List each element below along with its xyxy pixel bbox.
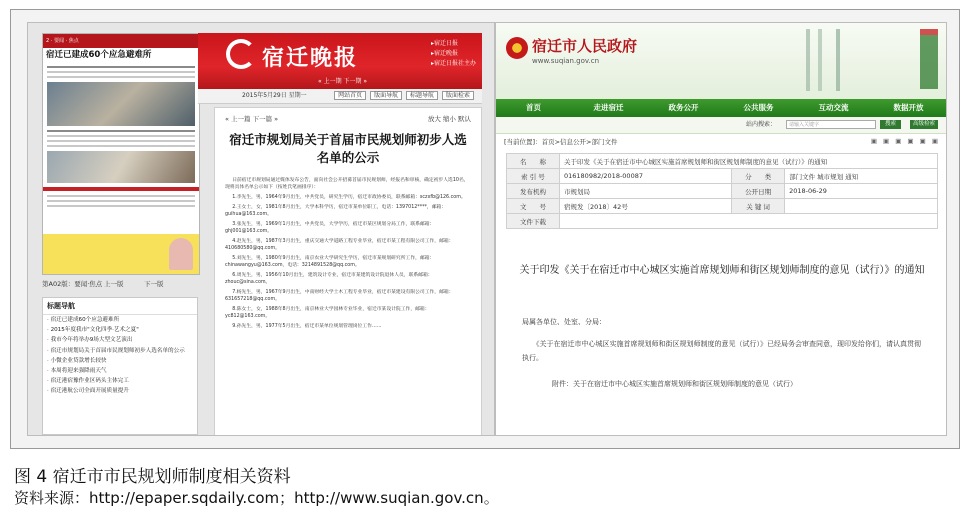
document-attachment[interactable]: 附件：关于在宿迁市中心城区实施首席规划师和街区规划师制度的意见（试行） bbox=[552, 380, 797, 388]
masthead-link[interactable]: ▸宿迁晚报 bbox=[430, 50, 458, 57]
meta-label: 文件下载 bbox=[507, 214, 560, 229]
calligraphy-logo bbox=[920, 29, 938, 89]
article-paragraph: 7.杨先生，男，1967年9月出生，中南财经大学土木工程专业毕业，宿迁市某建设有限公司工作，邮箱：631657218@qq.com。 bbox=[225, 290, 454, 302]
document-title: 关于印发《关于在宿迁市中心城区实施首席规划师和街区规划师制度的意见（试行）》的通知 bbox=[519, 265, 925, 276]
tab-title-nav[interactable]: 标题导航 bbox=[406, 91, 438, 100]
meta-label: 发布机构 bbox=[507, 184, 560, 199]
masthead-logo-icon bbox=[226, 39, 256, 69]
meta-value: 市规划局 bbox=[560, 184, 732, 199]
zoom-controls[interactable]: 放大 缩小 默认 bbox=[427, 115, 471, 123]
article-panel bbox=[214, 107, 482, 436]
newspaper-page-thumbnail[interactable] bbox=[42, 33, 200, 275]
figure-source: 资料来源：http://epaper.sqdaily.com；http://www.suqian.gov.cn。 bbox=[14, 489, 499, 507]
list-item[interactable]: · 小微企业贷款增长较快 bbox=[43, 356, 197, 366]
nav-about[interactable]: 走进宿迁 bbox=[593, 103, 624, 112]
article-paragraph: 5.刘先生，男，1980年9月出生，南京农业大学研究生学历，宿迁市某规划研究所工作，邮箱：chinawangyu@163.com，电话：3214891528@qq.com。 bbox=[225, 256, 435, 268]
meta-value[interactable] bbox=[560, 214, 938, 229]
meta-label: 分 类 bbox=[732, 169, 785, 184]
masthead-links[interactable] bbox=[431, 39, 476, 69]
figure-caption: 图 4 宿迁市市民规划师制度相关资料 bbox=[14, 467, 291, 487]
list-item[interactable]: · 宿迁已建成60个应急避难所 bbox=[43, 315, 197, 325]
thumbnail-photo-2 bbox=[47, 151, 195, 183]
search-input[interactable]: 请输入关键字 bbox=[786, 120, 876, 129]
meta-label: 关 键 词 bbox=[732, 199, 785, 214]
related-heading: 标题导航 bbox=[43, 298, 197, 315]
tab-page-nav[interactable]: 版面导航 bbox=[370, 91, 402, 100]
document-metadata-table bbox=[506, 153, 938, 229]
issue-date: 2015年5月29日 星期一 bbox=[242, 92, 307, 99]
list-item[interactable]: · 宿迁港宿豫作业区码头主体完工 bbox=[43, 376, 197, 386]
article-paragraph: 8.陈女士，女，1988年8月出生，南京林业大学园林专业毕业，宿迁市某设计院工作，邮箱：yc812@163.com。 bbox=[225, 307, 430, 319]
article-paragraph: 4.赵先生，男，1987年3月出生，重庆交通大学道路工程专业毕业，宿迁市某工程有限公司工作，邮箱：410680580@qq.com。 bbox=[225, 239, 454, 251]
article-paragraph: 6.周先生，男，1956年10月出生，建筑设计专业，宿迁市某建筑设计院退休人员，联系邮箱：zhouc@sina.com。 bbox=[225, 273, 433, 285]
search-button[interactable]: 搜索 bbox=[880, 120, 901, 129]
article-title: 宿迁市规划局关于首届市民规划师初步人选名单的公示 bbox=[229, 132, 467, 165]
article-paragraph: 1.李先生，男，1964年9月出生，中共党员，研究生学历，宿迁市政协委员，联系邮箱：sczxfb@126.com。 bbox=[232, 195, 466, 200]
meta-label: 索 引 号 bbox=[507, 169, 560, 184]
article-paragraph: 日前宿迁市规划局通过媒体发布公告，面向社会公开招募首届市民规划师，经报名和审核，确定初步人选10名，现将具体名单公示如下（按姓氏笔画排序）： bbox=[225, 178, 469, 190]
gov-domain: www.suqian.gov.cn bbox=[532, 57, 600, 65]
prev-page-link[interactable]: 上一版 bbox=[104, 280, 124, 288]
masthead-title: 宿迁晚报 bbox=[262, 45, 359, 71]
list-item[interactable]: · 2015年度我市"文化四季·艺术之夏" bbox=[43, 325, 197, 335]
masthead-link[interactable]: ▸宿迁日报 bbox=[430, 40, 458, 47]
page-tool-icons[interactable]: ▣ ▣ ▣ ▣ ▣ ▣ bbox=[870, 137, 940, 145]
newspaper-screenshot bbox=[27, 22, 495, 436]
meta-value: 关于印发《关于在宿迁市中心城区实施首席规划师和街区规划师制度的意见（试行）》的通知 bbox=[560, 154, 938, 169]
gov-website-screenshot bbox=[495, 22, 947, 436]
thumbnail-headline: 宿迁已建成60个应急避难所 bbox=[46, 50, 152, 60]
article-paragraph: 9.孙先生，男，1977年5月出生，宿迁市某单位规划管理岗位工作…… bbox=[232, 324, 382, 329]
meta-label: 公开日期 bbox=[732, 184, 785, 199]
article-prev-next[interactable]: « 上一篇 下一篇 » bbox=[225, 115, 279, 123]
gov-site-title[interactable]: 宿迁市人民政府 bbox=[532, 37, 638, 55]
meta-value bbox=[785, 199, 938, 214]
list-item[interactable]: · 宿迁市规划局关于首届市民规划师初步人选名单的公示 bbox=[43, 346, 197, 356]
meta-label: 文 号 bbox=[507, 199, 560, 214]
title-navigation-list bbox=[42, 297, 198, 435]
national-emblem-icon bbox=[506, 37, 528, 59]
meta-value: 部门文件 城市规划 通知 bbox=[785, 169, 938, 184]
newspaper-masthead bbox=[198, 33, 482, 89]
meta-label: 名 称 bbox=[507, 154, 560, 169]
meta-value: 016180982/2018-00087 bbox=[560, 169, 732, 184]
article-paragraph: 2.王女士，女，1981年8月出生，大学本科学历，宿迁市某单位职工，电话：1397012****，邮箱：guihua@163.com。 bbox=[225, 205, 447, 217]
breadcrumb-text[interactable]: [当前位置]：首页>信息公开>部门文件 bbox=[504, 138, 618, 146]
thumbnail-ad bbox=[43, 234, 199, 274]
search-label: 站内搜索： bbox=[746, 121, 777, 128]
tab-search[interactable]: 版面检索 bbox=[442, 91, 474, 100]
next-page-link[interactable]: 下一版 bbox=[144, 280, 164, 288]
meta-value: 2018-06-29 bbox=[785, 184, 938, 199]
page-label: 2 · 要闻 · 焦点 bbox=[43, 34, 199, 48]
list-item[interactable]: · 本周将迎来强降雨天气 bbox=[43, 366, 197, 376]
issue-navigation[interactable]: « 上一期 下一期 » bbox=[318, 78, 368, 85]
page-pager bbox=[42, 279, 198, 288]
document-body bbox=[522, 315, 926, 399]
article-paragraph: 3.张先生，男，1969年1月出生，中共党员，大学学历，宿迁市某区规划分局工作，联系邮箱：ghj001@163.com。 bbox=[225, 222, 435, 234]
advanced-search-button[interactable]: 高级检索 bbox=[910, 120, 938, 129]
document-salutation: 局属各单位、处室、分局： bbox=[522, 318, 606, 326]
article-body bbox=[225, 177, 471, 330]
gov-main-nav bbox=[496, 99, 946, 117]
gov-search-bar bbox=[496, 117, 946, 134]
tab-home[interactable]: 网站首页 bbox=[334, 91, 366, 100]
page-number: 第A02版：要闻·焦点 bbox=[42, 280, 103, 288]
nav-interaction[interactable]: 互动交流 bbox=[818, 103, 849, 112]
document-paragraph: 《关于在宿迁市中心城区实施首席规划师和街区规划师制度的意见（试行）》已经局务会审查同意，现印发给你们，请认真贯彻执行。 bbox=[522, 340, 921, 362]
gov-header bbox=[496, 23, 946, 99]
meta-value: 宿规发〔2018〕42号 bbox=[560, 199, 732, 214]
figure-frame bbox=[10, 9, 960, 449]
nav-public-service[interactable]: 公共服务 bbox=[743, 103, 774, 112]
breadcrumb bbox=[504, 137, 940, 146]
nav-open-data[interactable]: 数据开放 bbox=[893, 103, 924, 112]
list-item[interactable]: · 宿迁港航公司全面开展质量提升 bbox=[43, 386, 197, 396]
nav-gov-affairs[interactable]: 政务公开 bbox=[668, 103, 699, 112]
nav-home[interactable]: 首页 bbox=[526, 103, 541, 112]
masthead-link[interactable]: ▸宿迁日报社主办 bbox=[430, 60, 476, 67]
thumbnail-photo bbox=[47, 82, 195, 126]
list-item[interactable]: · 我市今年将举办9场大型文艺演出 bbox=[43, 335, 197, 345]
newspaper-subbar bbox=[198, 89, 482, 104]
